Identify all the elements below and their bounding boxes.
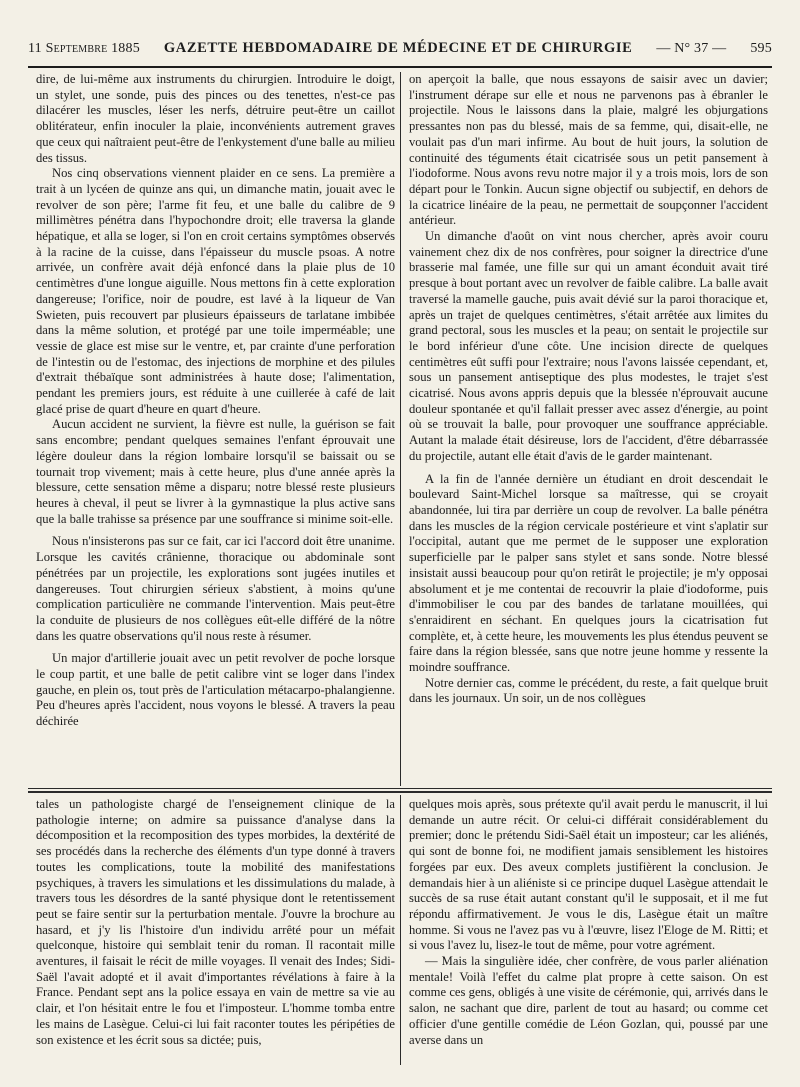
paragraph: dire, de lui-même aux instruments du chirurgien. Introduire le doigt, un stylet, une sonde, puis des pinces ou des tenettes, n'est-ce pas dilacérer les muscles, léser les nerfs, détruire peut-être un caillot oblitérateur, enfin inoculer la plaie, inconvénients autrement graves que ceux qui naîtraient peut-être de l'enkystement d'une balle au milieu des tissus. [36, 72, 395, 165]
paragraph: on aperçoit la balle, que nous essayons de saisir avec un davier; l'instrument dérape sur elle et nous ne parvenons pas à ébranler le projectile. Nous le laissons dans la plaie, malgré les objurgations pressantes non pas du blessé, mais de sa femme, qui, disait-elle, ne voulait pas d'un mari infirme. Au bout de huit jours, la solution de continuité des téguments était cicatrisée sous un petit pansement à l'iodoforme. Nous avons revu notre major il y a trois mois, lors de son départ pour le Tonkin. Aucun signe objectif ou subjectif, en dehors de la cicatrice linéaire de la peau, ne permettait de soupçonner l'accident antérieur. [409, 72, 768, 228]
column-top-left [36, 72, 395, 784]
paragraph: Un dimanche d'août on vint nous chercher, après avoir couru vainement chez dix de nos confrères, pour soigner la directrice d'une brasserie mal famée, une fille sur qui un amant éconduit avait tiré presque à bout portant avec un revolver de faible calibre. La balle avait traversé la mamelle gauche, puis avait dévié sur la paroi thoracique et, après un trajet de quelques centimètres, s'était arrêtée aux limites du grand pectoral, sous les muscles et la peau; on sentait le projectile sur le bord inférieur d'une côte. Une incision directe de quelques centimètres eût suffi pour l'extraire; nous l'avons laissée cependant, et, sous un pansement antiseptique des plus modestes, le trajet s'est cicatrisé. Nous avons appris depuis que la blessée n'éprouvait aucune douleur spontanée et qu'il fallait presser avec assez d'énergie, au point où se trouvait la balle, pour provoquer une souffrance appréciable. Autant la malade était désireuse, lors de l'accident, d'être débarrassée du projectile, autant elle était d'avis de le garder maintenant. [409, 229, 768, 463]
column-bottom-right [409, 797, 768, 1065]
header-date: 11 Septembre 1885 [28, 41, 140, 56]
page-header [28, 40, 772, 62]
paragraph: Nous n'insisterons pas sur ce fait, car ici l'accord doit être unanime. Lorsque les cavités crânienne, thoracique ou abdominale sont pénétrées par un projectile, les explorations sont jugées inutiles et dangereuses. Tout chirurgien sérieux s'abstient, à moins qu'une complication particulière ne commande l'intervention. Mais peut-être la conduite de plusieurs de nos collègues eût-elle différé de la nôtre dans les quatre observations qu'il nous reste à résumer. [36, 534, 395, 643]
paragraph: A la fin de l'année dernière un étudiant en droit descendait le boulevard Saint-Michel lorsque sa maîtresse, qui se croyait abandonnée, lui tira par derrière un coup de revolver. La balle pénétra dans les muscles de la région cervicale postérieure et vint s'aplatir sur l'occipital, autant que me permet de le supposer une exploration superficielle par le palper sans stylet et sans sonde. Notre blessé insistait aussi beaucoup pour qu'on retirât le projectile; je m'y opposai absolument et je me contentai de recouvrir la plaie d'iodoforme, puis d'immobiliser le cou par des bandes de tarlatane mouillées, qui s'enraidirent en séchant. En quelques jours la cicatrisation fut complète, et, à cette heure, les mouvements les plus étendus peuvent se faire dans la région blessée, sans que notre jeune homme y ressente la moindre souffrance. [409, 471, 768, 675]
paragraph: quelques mois après, sous prétexte qu'il avait perdu le manuscrit, il lui demande un autre récit. Or celui-ci différait considérablement du premier; donc le prétendu Sidi-Saël était un imposteur; car les aliénés, qui sont de bonne foi, ne modifient jamais sensiblement les histoires forgées par eux. Des aveux complets justifièrent la conclusion. Je demandais hier à un aliéniste si ce principe duquel Lasègue attendait le succès de sa ruse était autant constant qu'il le supposait, et il me fut répondu affirmativement. Je vous le dis, Lasègue était un maître homme. Si vous ne l'avez pas vu à l'œuvre, lisez l'Eloge de M. Ritti; et si vous l'avez lu, lisez-le tout de même, pour votre agrément. [409, 797, 768, 953]
paragraph: Nos cinq observations viennent plaider en ce sens. La première a trait à un lycéen de quinze ans qui, un dimanche matin, jouait avec le revolver de son père; l'arme fit feu, et une balle du calibre de 9 millimètres pénétra dans l'hypochondre droit; elle traversa la glande hépatique, et alla se loger, si l'on en croit certains symptômes observés à la racine de la cuisse, dans l'épaisseur du muscle psoas. A notre arrivée, un confrère avait déjà enfoncé dans la plaie plus de 10 centimètres d'une longue aiguille. Nous mettons fin à cette exploration dangereuse; l'orifice, noir de poudre, est lavé à la liqueur de Van Swieten, puis recouvert par plusieurs épaisseurs de tarlatane imbibée dans la même solution, et protégé par une toile imperméable; une vessie de glace est mise sur le ventre, et, par crainte d'une perforation de l'intestin ou de l'estomac, des injections de morphine et des pilules d'extrait thébaïque sont administrées à haute dose; l'alimentation, pendant les premiers jours, est réduite à une cuillerée à café de lait glacé prise de quart d'heure en quart d'heure. [36, 166, 395, 416]
paragraph: tales un pathologiste chargé de l'enseignement clinique de la pathologie interne; on admire sa puissance d'analyse dans la décomposition et la recomposition des types morbides, la dextérité de ses procédés dans la recherche des éléments d'un type donné à travers toutes les complications, toute la mobilité des manifestations psychiques, à travers les simulations et les dissimulations du malade, à travers tous les désordres de la santé physique dont le retentissement peut se faire sentir sur la perturbation mentale. J'ouvre la brochure au hasard, et j'y lis l'histoire d'un individu arrêté pour un méfait quelconque, histoire qui semblait tenir du roman. Il racontait mille aventures, il faisait le récit de mille voyages. Il venait des Indes; Sidi-Saël l'avait adopté et il avait d'importantes révélations à faire à la France. Pendant sept ans la police essaya en vain de mettre sa vie au clair, et l'on hésitait entre le fou et l'imposteur. L'homme tomba entre les mains de Lasègue. Celui-ci lui fait raconter toutes les péripéties de son existence et les écrit sous sa dictée; puis, [36, 797, 395, 1047]
column-top-right [409, 72, 768, 784]
column-divider-bottom [400, 795, 401, 1065]
header-issue: — N° 37 — [656, 41, 727, 56]
feuilleton-rule-thick [28, 791, 772, 793]
header-rule [28, 66, 772, 68]
feuilleton-rule [28, 788, 772, 789]
paragraph: Un major d'artillerie jouait avec un petit revolver de poche lorsque le coup partit, et une balle de petit calibre vint se loger dans l'index gauche, en plein os, tout près de l'articulation métacarpo-phalangienne. Peu d'heures après l'accident, nous voyons le blessé. A travers la peau déchirée [36, 651, 395, 729]
header-title: GAZETTE HEBDOMADAIRE DE MÉDECINE ET DE CHIRURGIE [163, 40, 633, 56]
column-bottom-left [36, 797, 395, 1065]
paragraph: Notre dernier cas, comme le précédent, du reste, a fait quelque bruit dans les journaux. Un soir, un de nos collègues [409, 675, 768, 706]
paragraph: — Mais la singulière idée, cher confrère, de vous parler aliénation mentale! Voilà l'effet du calme plat propre à cette saison. On est comme ces gens, obligés à une visite de cérémonie, qui, arrivés dans le salon, ne sachant que dire, parlent de tout au hasard; ou comme cet officier d'une gentille comédie de Léon Gozlan, qui, poussé par une averse dans un [409, 954, 768, 1047]
header-page-number: 595 [750, 41, 772, 56]
column-divider-top [400, 72, 401, 786]
paragraph: Aucun accident ne survient, la fièvre est nulle, la guérison se fait sans encombre; pendant quelques semaines l'enfant éprouvait une légère douleur dans la région lombaire lorsqu'il se baissait ou se tournait trop vivement; mais à cette heure, plus d'une année après la blessure, cette sensation même a disparu; notre blessé reste plusieurs heures à cheval, il peut se livrer à la gymnastique la plus active sans que la balle trahisse sa présence par une souffrance si minime soit-elle. [36, 417, 395, 526]
